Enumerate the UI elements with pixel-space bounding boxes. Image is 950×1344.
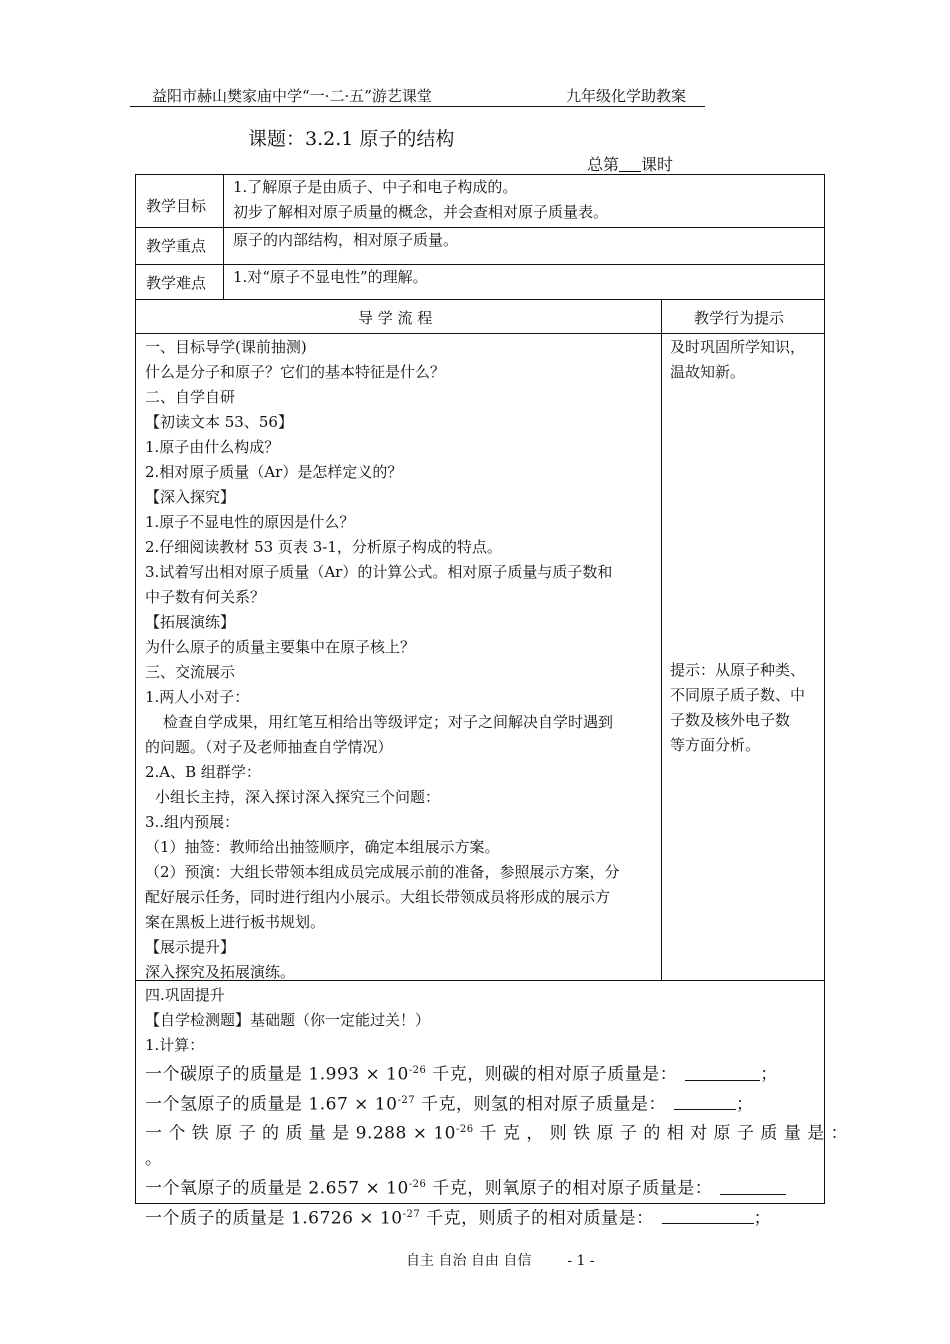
calc-question <box>145 1058 825 1088</box>
calc-text: 千 克 ， 则 铁 原 子 的 相 对 原 子 质 量 是 ： <box>473 1123 849 1144</box>
self-test-heading: 【自学检测题】基础题（你一定能过关！） <box>145 1011 431 1029</box>
hint-line: 温故知新。 <box>670 363 746 381</box>
flow-line: 【深入探究】 <box>145 488 236 506</box>
calc-exponent: -27 <box>397 1094 416 1106</box>
difficulties-label: 教学难点 <box>146 274 207 292</box>
calc-exponent: -26 <box>456 1124 474 1136</box>
flow-line: （2）预演：大组长带领本组成员完成展示前的准备，参照展示方案，分 <box>145 863 620 881</box>
flow-line: 什么是分子和原子？它们的基本特征是什么？ <box>145 363 446 381</box>
flow-line: 深入探究及拓展演练。 <box>145 963 296 981</box>
school-name: 益阳市赫山樊家庙中学“一·二·五”游艺课堂 <box>152 87 432 105</box>
flow-line: 【展示提升】 <box>145 938 236 956</box>
flow-line: 2.相对原子质量（Ar）是怎样定义的？ <box>145 463 403 481</box>
flow-content <box>145 335 655 985</box>
calc-text: 千克，则质子的相对质量是： <box>420 1208 654 1229</box>
hint-line: 子数及核外电子数 <box>670 711 791 729</box>
consolidation-section <box>145 983 849 1231</box>
flow-line: 【拓展演练】 <box>145 613 236 631</box>
flow-line: 检查自学成果，用红笔互相给出等级评定；对子之间解决自学时遇到 <box>163 713 614 731</box>
flow-line: 为什么原子的质量主要集中在原子核上？ <box>145 638 416 656</box>
hint-line: 及时巩固所学知识， <box>670 338 806 356</box>
flow-header: 导 学 流 程 <box>358 309 433 327</box>
objectives-label: 教学目标 <box>146 197 207 215</box>
flow-line: 三、交流展示 <box>145 663 236 681</box>
flow-line: 2.A、B 组群学： <box>145 763 261 781</box>
calc-text: 一个碳原子的质量是 1.993 × 10 <box>145 1064 409 1085</box>
calc-end: ； <box>753 1208 772 1229</box>
answer-blank[interactable] <box>674 1095 736 1110</box>
flow-line: 一、目标导学(课前抽测) <box>145 338 307 356</box>
answer-blank[interactable] <box>685 1066 760 1081</box>
flow-line: 二、自学自研 <box>145 388 236 406</box>
lesson-prefix: 总第 <box>587 155 620 174</box>
page-header <box>130 86 705 107</box>
hint-header: 教学行为提示 <box>694 309 785 327</box>
flow-line: （1）抽签：教师给出抽签顺序，确定本组展示方案。 <box>145 838 500 856</box>
answer-blank[interactable] <box>662 1209 754 1224</box>
hint-line: 不同原子质子数、中 <box>670 686 806 704</box>
orphan-mark: 。 <box>145 1148 163 1169</box>
hint-column-divider <box>661 299 662 980</box>
difficulties-text: 1.对“原子不显电性”的理解。 <box>233 268 428 286</box>
calc-text: 千克，则氢的相对原子质量是： <box>415 1094 666 1115</box>
flow-line: 小组长主持，深入探讨深入探究三个问题： <box>155 788 441 806</box>
calc-question <box>145 1172 825 1202</box>
flow-line: 2.仔细阅读教材 53 页表 3-1，分析原子构成的特点。 <box>145 538 502 556</box>
flow-line: 1.原子不显电性的原因是什么？ <box>145 513 355 531</box>
objective-line: 1.了解原子是由质子、中子和电子构成的。 <box>233 178 518 196</box>
key-points-text: 原子的内部结构，相对原子质量。 <box>233 231 459 249</box>
flow-line: 3..组内预展： <box>145 813 240 831</box>
answer-blank[interactable] <box>720 1180 786 1195</box>
flow-line: 1.两人小对子： <box>145 688 250 706</box>
calc-exponent: -26 <box>408 1178 427 1190</box>
calc-text: 千克，则氧原子的相对原子质量是： <box>426 1178 713 1199</box>
hint-line: 等方面分析。 <box>670 736 761 754</box>
calc-exponent: -27 <box>402 1208 421 1220</box>
hint-review <box>670 335 805 385</box>
calc-text: 一个氧原子的质量是 2.657 × 10 <box>145 1178 409 1199</box>
calc-exponent: -26 <box>408 1065 427 1076</box>
flow-line: 1.原子由什么构成？ <box>145 438 280 456</box>
calc-label: 1.计算： <box>145 1036 205 1054</box>
calc-end: ； <box>735 1094 754 1115</box>
consolidation-title: 四.巩固提升 <box>145 986 225 1004</box>
label-column-divider <box>223 175 224 299</box>
calc-text: 千克，则碳的相对原子质量是： <box>426 1064 678 1085</box>
calc-question <box>145 1202 825 1232</box>
flow-line: 【初读文本 53、56】 <box>145 413 293 431</box>
flow-line: 案在黑板上进行板书规划。 <box>145 913 326 931</box>
objectives-content <box>233 175 608 225</box>
page-footer <box>406 1250 595 1270</box>
lesson-suffix: 课时 <box>641 155 674 174</box>
footer-motto: 自主 自治 自由 自信 <box>406 1253 532 1269</box>
row-divider <box>136 299 824 300</box>
calc-questions <box>145 1058 849 1231</box>
flow-line: 配好展示任务，同时进行组内小展示。大组长带领成员将形成的展示方 <box>145 888 611 906</box>
hint-line: 提示：从原子种类、 <box>670 661 806 679</box>
calc-question <box>145 1088 825 1118</box>
flow-line: 3.试着写出相对原子质量（Ar）的计算公式。相对原子质量与质子数和 <box>145 563 613 581</box>
flow-line: 中子数有何关系？ <box>145 588 266 606</box>
calc-text: 一 个 铁 原 子 的 质 量 是 9.288 × 10 <box>145 1123 456 1144</box>
calc-text: 一个氢原子的质量是 1.67 × 10 <box>145 1094 398 1115</box>
flow-line: 的问题。（对子及老师抽查自学情况） <box>145 738 393 756</box>
lesson-count <box>587 152 673 175</box>
hint-analysis <box>670 658 805 758</box>
calc-question <box>145 1117 849 1147</box>
lesson-title: 课题：3.2.1 原子的结构 <box>248 128 455 150</box>
objective-line: 初步了解相对原子质量的概念，并会查相对原子质量表。 <box>233 203 609 221</box>
row-divider <box>136 333 824 334</box>
key-points-label: 教学重点 <box>146 237 207 255</box>
lesson-blank <box>619 157 641 172</box>
page-number: - 1 - <box>567 1253 595 1269</box>
calc-end: ； <box>760 1064 778 1085</box>
calc-text: 一个质子的质量是 1.6726 × 10 <box>145 1208 403 1229</box>
course-name: 九年级化学助教案 <box>566 87 687 105</box>
